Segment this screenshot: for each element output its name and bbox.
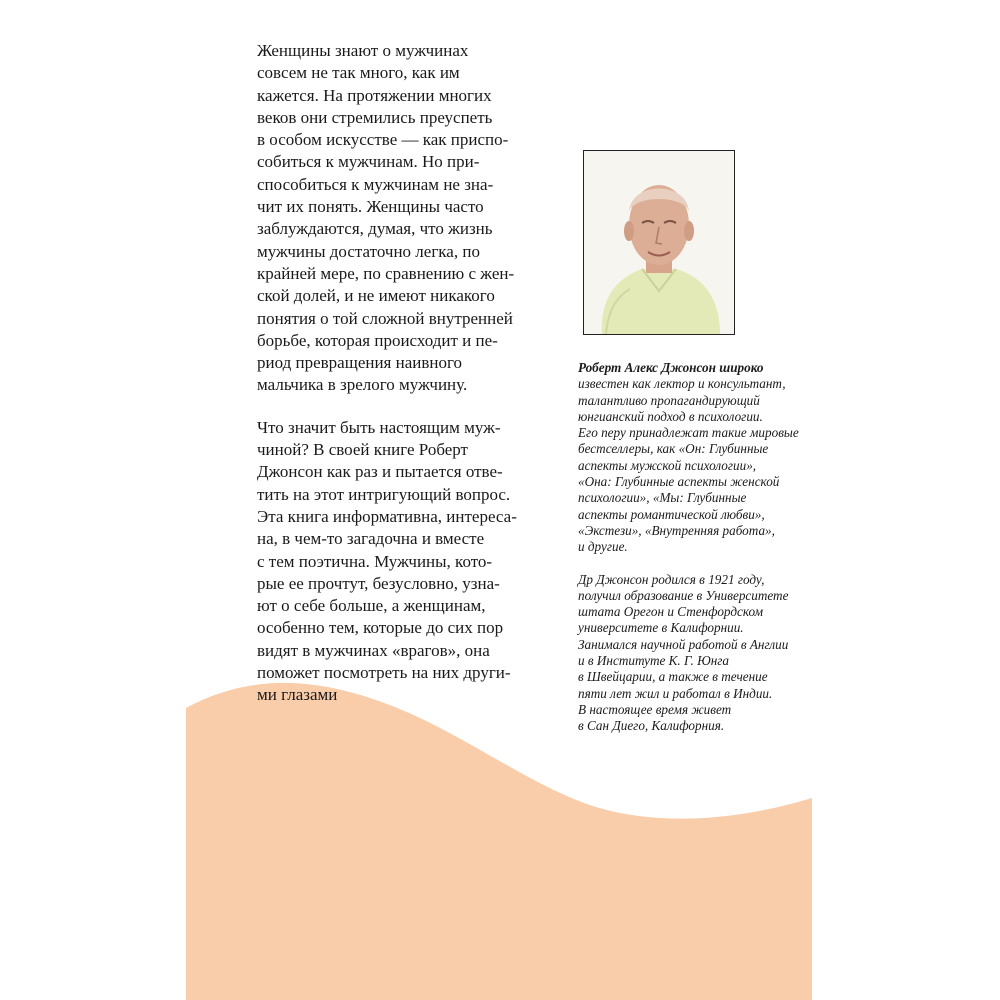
author-bio bbox=[578, 360, 808, 735]
back-cover bbox=[186, 0, 812, 1000]
author-portrait bbox=[584, 151, 734, 334]
blurb-paragraph-2: Что значит быть настоящим муж- чиной? В своей книге Роберт Джонсон как раз и пытается отве- тить на этот интригующий вопрос. Эта книга информативна, интереса- на, в чем-то загадочна и вместе с тем поэтична. Мужчины, кото- рые ее прочтут, безусловно, узна- ют о себе больше, а женщинам, особенно тем, которые до сих пор видят в мужчинах «врагов», она поможет посмотреть на них други- ми глазами bbox=[257, 417, 517, 705]
author-photo bbox=[583, 150, 735, 335]
bio-paragraph-1-text: известен как лектор и консультант, талантливо пропагандирующий юнгианский подход в психологии. Его перу принадлежат такие мировые бестселлеры, как «Он: Глубинные аспекты мужской психологии», «Она: Глубинные аспекты женской психологии», «Мы: Глубинные аспекты романтической любви», «Экстези», «Внутренняя работа», и другие. bbox=[578, 376, 799, 555]
blurb-text bbox=[257, 40, 551, 707]
blurb-paragraph-1: Женщины знают о мужчинах совсем не так много, как им кажется. На протяжении многих веков они стремились преуспеть в особом искусстве — как приспо- собиться к мужчинам. Но при- способиться к мужчинам не зна- чит их понять. Женщины часто заблуждаются, думая, что жизнь мужчины достаточно легка, по крайней мере, по сравнению с жен- ской долей, и не имеют никакого понятия о той сложной внутренней борьбе, которая происходит и пе- риод превращения наивного мальчика в зрелого мужчину. bbox=[257, 41, 515, 395]
author-name: Роберт Алекс Джонсон широко bbox=[578, 360, 764, 375]
bio-paragraph-1 bbox=[578, 360, 808, 556]
bio-paragraph-2: Др Джонсон родился в 1921 году, получил образование в Университете штата Орегон и Стенфордском университете в Калифорнии. Занимался научной работой в Англии и в Институте К. Г. Юнга в Швейцарии, а также в течение пяти лет жил и работал в Индии. В настоящее время живет в Сан Диего, Калифорния. bbox=[578, 571, 789, 734]
